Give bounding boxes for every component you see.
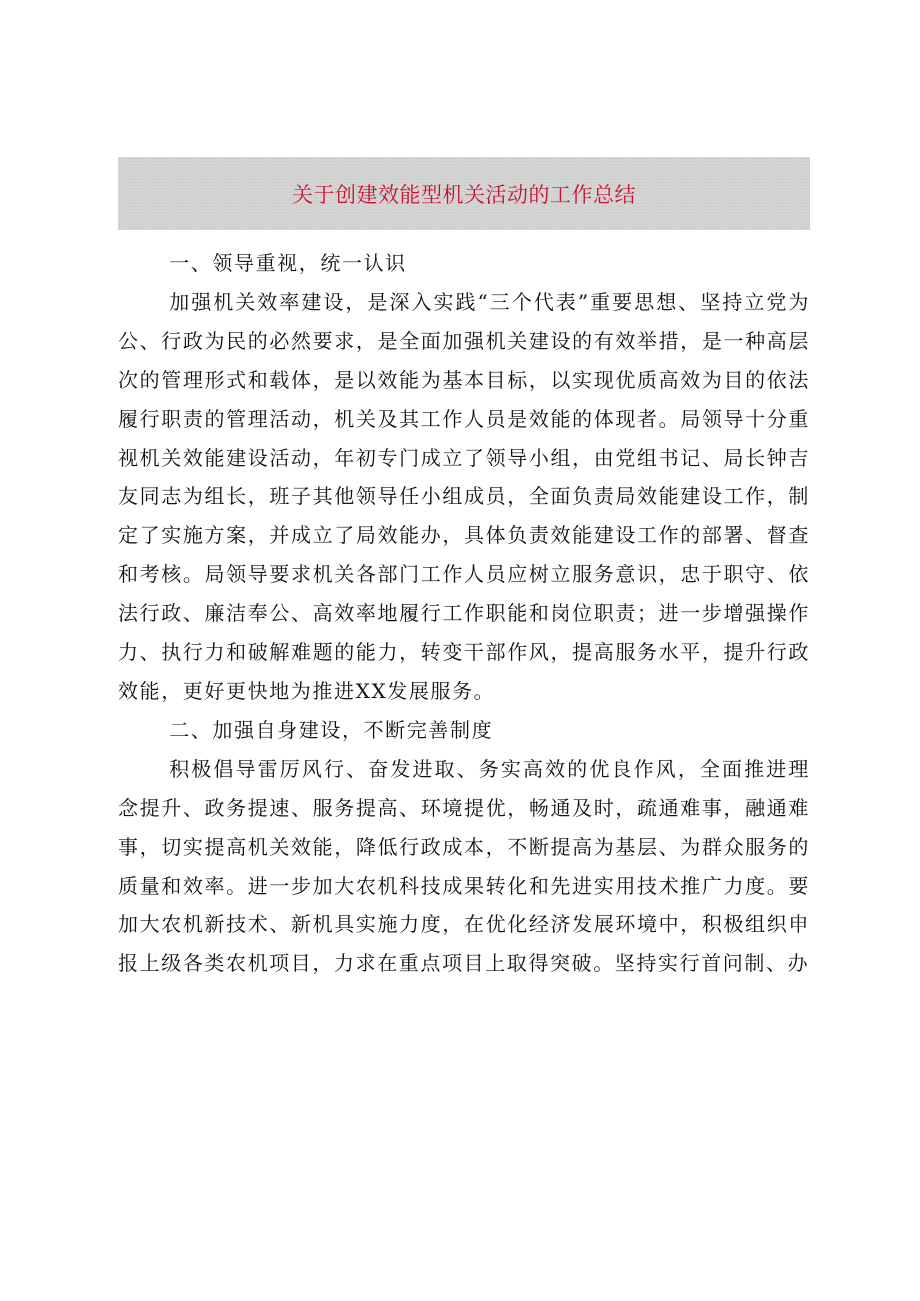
section-heading-2: 二、加强自身建设，不断完善制度 — [169, 717, 494, 742]
section-heading-1: 一、领导重视，统一认识 — [169, 251, 407, 275]
document-title: 关于创建效能型机关活动的工作总结 — [292, 182, 636, 207]
title-banner — [118, 157, 810, 230]
section-paragraph-1: 加强机关效率建设，是深入实践“三个代表”重要思想、坚持立党为公、行政为民的必然要求，是全面加强机关建设的有效举措，是一种高层次的管理形式和载体，是以效能为基本目标，以实现优质高效为目的依法履行职责的管理活动，机关及其工作人员是效能的体现者。局领导十分重视机关效能建设活动，年初专门成立了领导小组，由党组书记、局长钟吉友同志为组长，班子其他领导任小组成员，全面负责局效能建设工作，制定了实施方案，并成立了局效能办，具体负责效能建设工作的部署、督查和考核。局领导要求机关各部门工作人员应树立服务意识，忠于职守、依法行政、廉洁奉公、高效率地履行工作职能和岗位职责；进一步增强操作力、执行力和破解难题的能力，转变干部作风，提高服务水平，提升行政效能，更好更快地为推进XX发展服务。 — [118, 289, 810, 703]
document-body — [118, 244, 810, 983]
section-paragraph-2: 积极倡导雷厉风行、奋发进取、务实高效的优良作风，全面推进理念提升、政务提速、服务提高、环境提优，畅通及时，疏通难事，融通难事，切实提高机关效能，降低行政成本，不断提高为基层、为群众服务的质量和效率。进一步加大农机科技成果转化和先进实用技术推广力度。要加大农机新技术、新机具实施力度，在优化经济发展环境中，积极组织申报上级各类农机项目，力求在重点项目上取得突破。坚持实行首问制、办 — [118, 756, 810, 976]
